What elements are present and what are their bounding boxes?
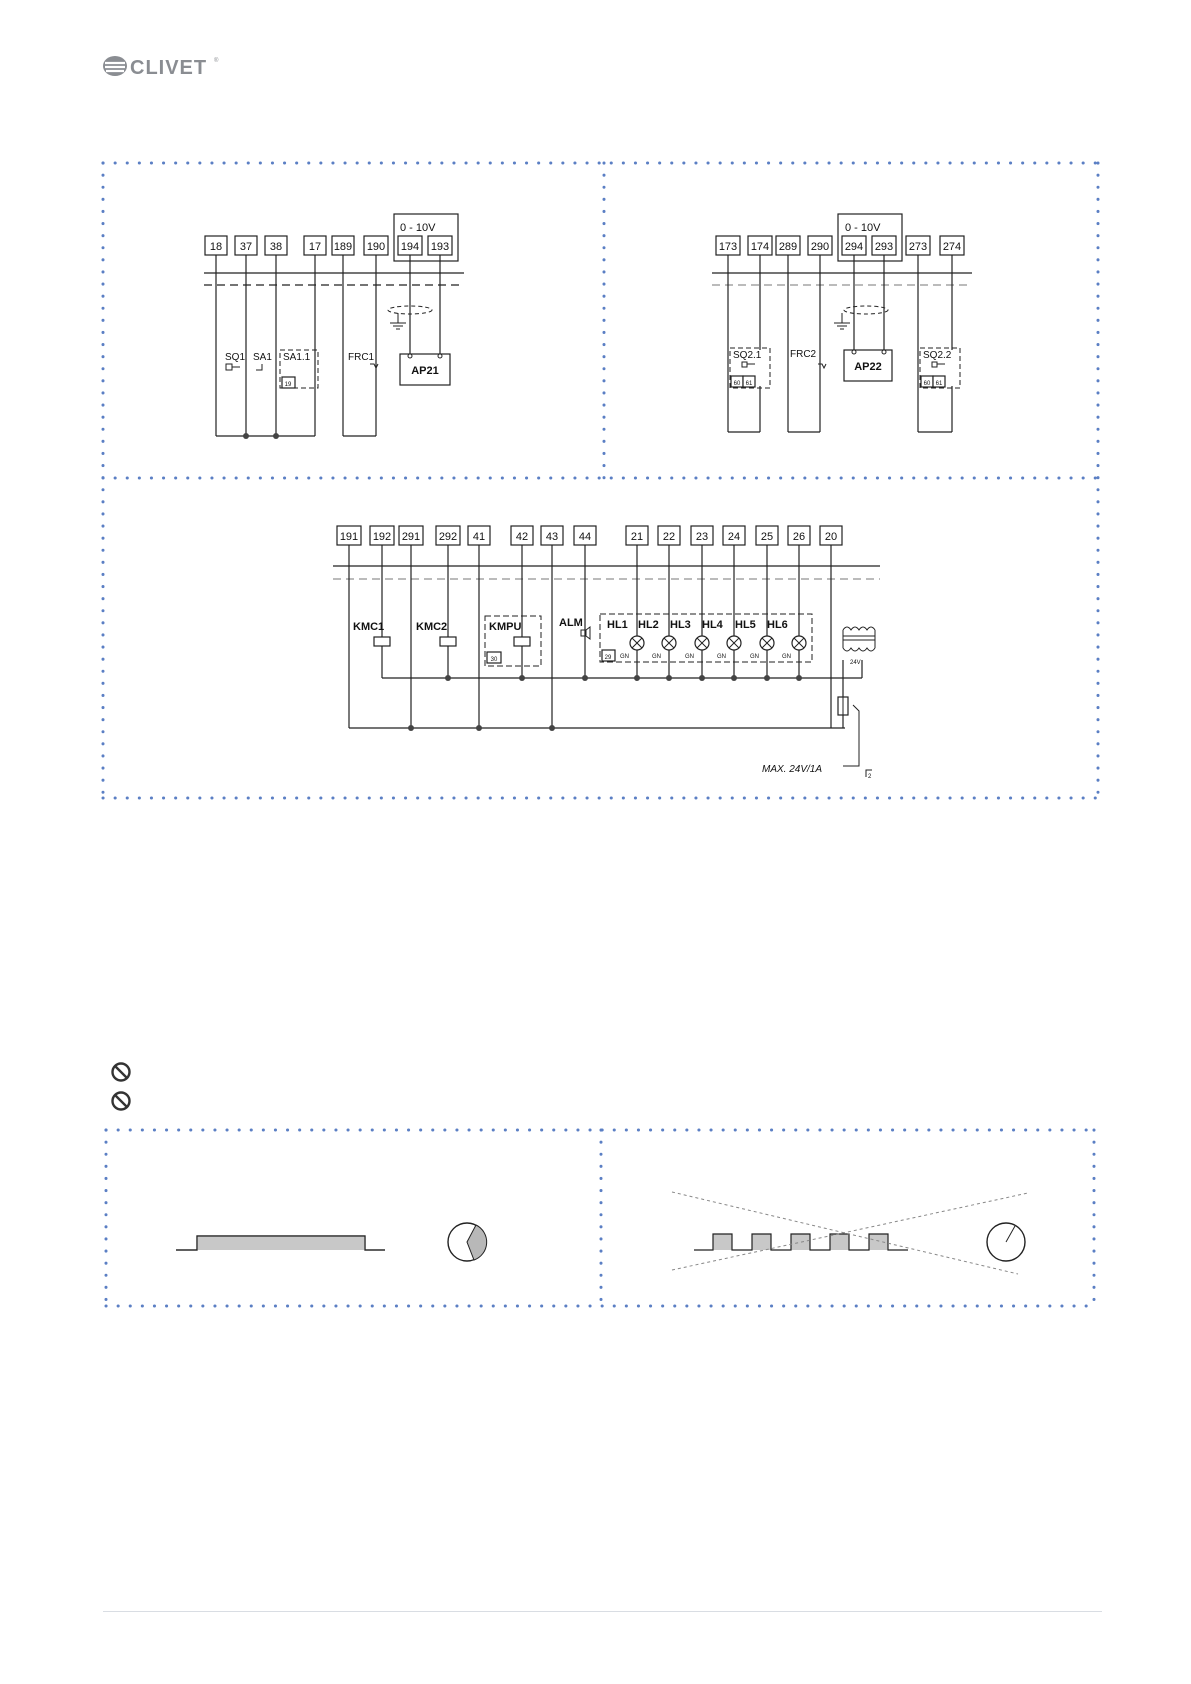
terminal-label: 289 bbox=[778, 241, 798, 253]
diagram-bottom bbox=[333, 526, 880, 780]
gauge-icon bbox=[987, 1223, 1025, 1261]
component-kmc2: KMC2 bbox=[416, 621, 448, 633]
lamp-icon bbox=[695, 636, 709, 650]
component-sq1: SQ1 bbox=[225, 352, 246, 363]
svg-text:30: 30 bbox=[490, 657, 498, 663]
svg-text:61: 61 bbox=[745, 381, 753, 387]
terminal-row-bottom bbox=[337, 526, 842, 545]
terminal-label: 273 bbox=[908, 241, 928, 253]
lamp-labels bbox=[607, 619, 788, 631]
logo-wordmark: CLIVET bbox=[130, 57, 208, 79]
terminal-label: 192 bbox=[372, 531, 392, 543]
svg-text:29: 29 bbox=[604, 655, 612, 661]
terminal-label: 173 bbox=[718, 241, 738, 253]
terminal-label: 194 bbox=[400, 241, 420, 253]
lamp-icon bbox=[760, 636, 774, 650]
terminal-label: 41 bbox=[472, 531, 486, 543]
gauge-icon bbox=[448, 1223, 487, 1261]
terminal-label: 174 bbox=[750, 241, 770, 253]
terminal-label: 43 bbox=[545, 531, 559, 543]
svg-text:GN: GN bbox=[620, 654, 629, 660]
terminal-label: 44 bbox=[578, 531, 592, 543]
terminal-label: 291 bbox=[401, 531, 421, 543]
component-kmc1: KMC1 bbox=[353, 621, 385, 633]
signal-continuous bbox=[176, 1223, 487, 1261]
component-alm: ALM bbox=[559, 617, 583, 629]
terminal-label: 17 bbox=[308, 241, 322, 253]
transformer-label: 24V bbox=[850, 660, 861, 666]
terminal-label: 38 bbox=[269, 241, 283, 253]
footer-divider bbox=[103, 1611, 1102, 1612]
lamp-hl3: HL3 bbox=[670, 619, 691, 631]
lamp-icon bbox=[662, 636, 676, 650]
terminal-label: 292 bbox=[438, 531, 458, 543]
component-frc2: FRC2 bbox=[790, 349, 817, 360]
lamp-icon bbox=[630, 636, 644, 650]
signal-pulsed bbox=[672, 1192, 1028, 1274]
frame-top bbox=[103, 163, 1098, 798]
diagram-top-left bbox=[204, 214, 464, 439]
terminal-label: 294 bbox=[844, 241, 864, 253]
terminal-label: 191 bbox=[339, 531, 359, 543]
component-frc1: FRC1 bbox=[348, 352, 375, 363]
terminal-label: 18 bbox=[209, 241, 223, 253]
terminal-label: 23 bbox=[695, 531, 709, 543]
terminal-label: 274 bbox=[942, 241, 962, 253]
terminal-label: 24 bbox=[727, 531, 741, 543]
frame-bottom bbox=[106, 1130, 1094, 1306]
component-kmpu: KMPU bbox=[489, 621, 522, 633]
component-sq2-1: SQ2.1 bbox=[733, 350, 762, 361]
max-rating-label: MAX. 24V/1A bbox=[762, 764, 823, 775]
svg-text:61: 61 bbox=[935, 381, 943, 387]
lamp-hl6: HL6 bbox=[767, 619, 788, 631]
terminal-label: 20 bbox=[824, 531, 838, 543]
terminal-label: 190 bbox=[366, 241, 386, 253]
lamp-symbols bbox=[630, 636, 806, 650]
terminal-label: 22 bbox=[662, 531, 676, 543]
terminal-label: 290 bbox=[810, 241, 830, 253]
terminal-label: 37 bbox=[239, 241, 253, 253]
svg-text:19: 19 bbox=[284, 382, 292, 388]
lamp-icon bbox=[792, 636, 806, 650]
transformer-symbol bbox=[843, 627, 875, 666]
range-label-left: 0 - 10V bbox=[400, 222, 436, 234]
terminal-label: 293 bbox=[874, 241, 894, 253]
diagram-top-right bbox=[712, 214, 972, 432]
svg-text:GN: GN bbox=[652, 654, 661, 660]
svg-text:GN: GN bbox=[750, 654, 759, 660]
svg-text:2: 2 bbox=[868, 774, 872, 780]
prohibited-icon bbox=[110, 1061, 132, 1083]
svg-text:60: 60 bbox=[923, 381, 931, 387]
terminal-label: 21 bbox=[630, 531, 644, 543]
component-ap22: AP22 bbox=[854, 361, 882, 373]
lamp-hl4: HL4 bbox=[702, 619, 723, 631]
component-ap21: AP21 bbox=[411, 365, 439, 377]
svg-text:GN: GN bbox=[782, 654, 791, 660]
lamp-hl5: HL5 bbox=[735, 619, 756, 631]
svg-text:60: 60 bbox=[733, 381, 741, 387]
logo-trademark: ® bbox=[214, 58, 219, 64]
component-sa1-1: SA1.1 bbox=[283, 352, 311, 363]
component-sq2-2: SQ2.2 bbox=[923, 350, 952, 361]
lamp-hl2: HL2 bbox=[638, 619, 659, 631]
terminal-label: 25 bbox=[760, 531, 774, 543]
lamp-hl1: HL1 bbox=[607, 619, 628, 631]
terminal-label: 42 bbox=[515, 531, 529, 543]
terminal-label: 193 bbox=[430, 241, 450, 253]
terminal-label: 26 bbox=[792, 531, 806, 543]
prohibited-icon bbox=[110, 1090, 132, 1112]
component-sa1: SA1 bbox=[253, 352, 272, 363]
terminal-label: 189 bbox=[333, 241, 353, 253]
svg-text:GN: GN bbox=[717, 654, 726, 660]
range-label-right: 0 - 10V bbox=[845, 222, 881, 234]
svg-text:GN: GN bbox=[685, 654, 694, 660]
lamp-icon bbox=[727, 636, 741, 650]
terminal-row-left bbox=[205, 236, 452, 255]
lamp-gn-labels bbox=[620, 654, 791, 660]
